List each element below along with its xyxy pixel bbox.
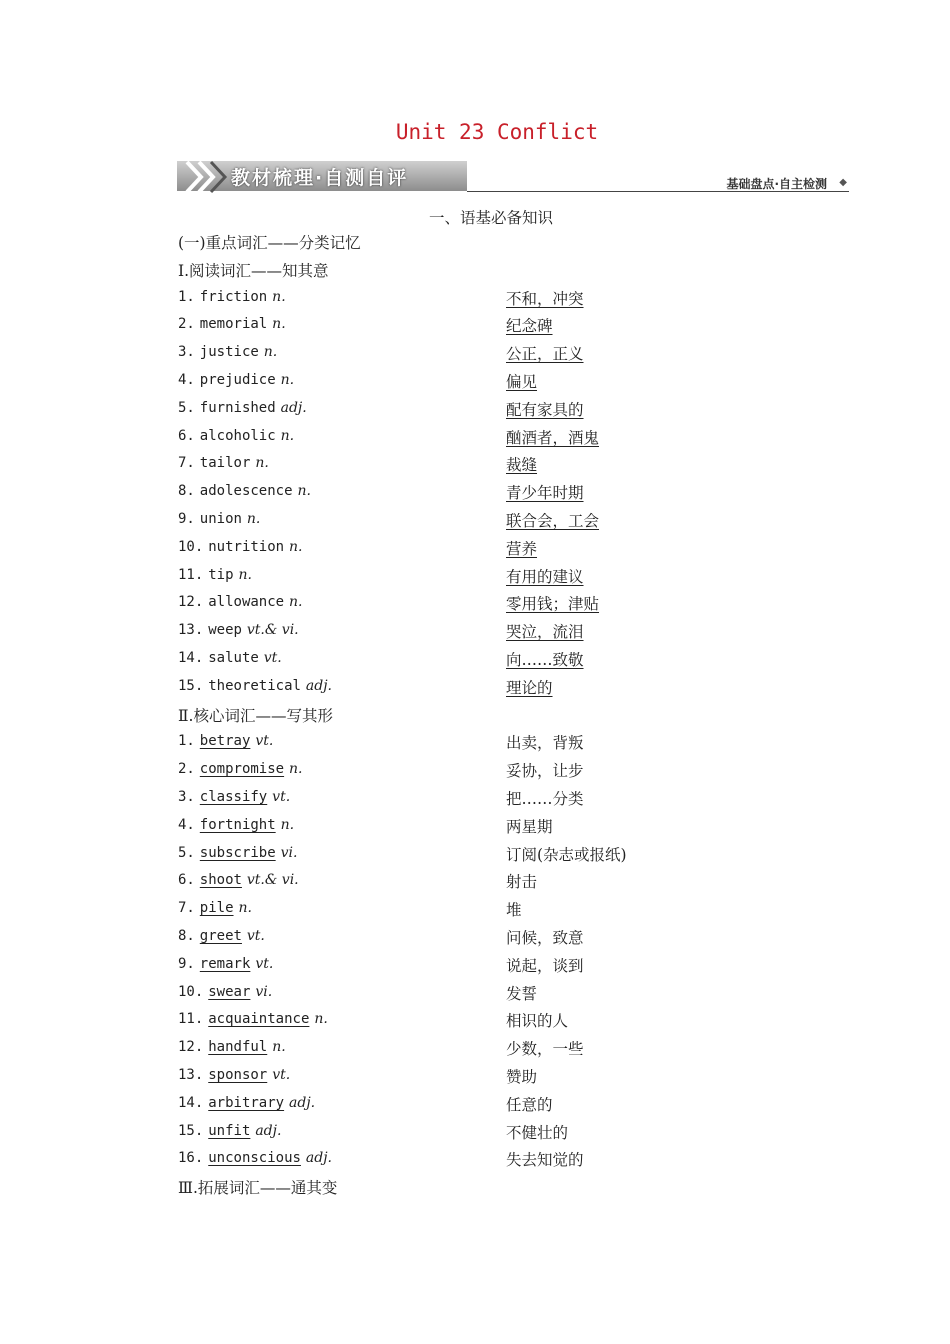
- item-meaning: 相识的人: [506, 1012, 569, 1031]
- item-part-of-speech: vt.: [263, 650, 282, 666]
- item-meaning: 不健壮的: [506, 1123, 569, 1142]
- item-number: 12.: [178, 1039, 204, 1056]
- vocab-item: [178, 731, 273, 749]
- item-meaning: 失去知觉的: [506, 1151, 584, 1170]
- item-word: arbitrary: [208, 1094, 285, 1111]
- item-meaning: 赞助: [506, 1068, 538, 1086]
- item-meaning: 妥协，让步: [506, 762, 584, 781]
- item-part-of-speech: n.: [246, 511, 261, 527]
- vocab-item: [178, 592, 303, 610]
- vocab-item: [178, 398, 307, 416]
- item-meaning: 堆: [506, 901, 522, 920]
- item-number: 4.: [178, 816, 195, 833]
- item-number: 11.: [178, 1011, 204, 1028]
- item-number: 15.: [178, 1122, 204, 1139]
- item-meaning: 理论的: [506, 678, 553, 697]
- vocab-item: [178, 1065, 290, 1083]
- item-part-of-speech: n.: [280, 816, 295, 833]
- item-part-of-speech: n.: [289, 594, 303, 611]
- item-part-of-speech: n.: [238, 900, 252, 917]
- item-number: 15.: [178, 677, 204, 694]
- item-word: prejudice: [199, 372, 276, 388]
- part2-heading: Ⅱ.核心词汇——写其形: [178, 706, 333, 725]
- vocab-item: [178, 1093, 315, 1111]
- vocab-item: [178, 982, 272, 1000]
- item-meaning: 酗酒者，酒鬼: [506, 428, 600, 447]
- diamond-icon: ◆: [839, 177, 847, 188]
- item-meaning: 有用的建议: [506, 567, 584, 586]
- item-part-of-speech: n.: [289, 538, 303, 555]
- item-meaning: 任意的: [506, 1095, 553, 1114]
- item-meaning: 裁缝: [506, 456, 538, 475]
- vocab-item: [178, 648, 282, 666]
- item-part-of-speech: n.: [280, 372, 295, 388]
- item-part-of-speech: n.: [297, 483, 311, 500]
- item-part-of-speech: vi.: [255, 983, 273, 1000]
- item-word: theoretical: [208, 677, 301, 694]
- vocab-item: [178, 1037, 286, 1055]
- item-meaning: 偏见: [506, 373, 538, 391]
- item-word: handful: [208, 1039, 268, 1056]
- item-number: 14.: [178, 1094, 204, 1111]
- vocab-item: [178, 1148, 332, 1166]
- item-word: adolescence: [199, 483, 293, 500]
- item-meaning: 纪念碑: [506, 317, 553, 336]
- item-number: 12.: [178, 594, 204, 611]
- subsection-heading: (一)重点词汇——分类记忆: [178, 234, 361, 252]
- banner-left-label: 教材梳理·自测自评: [231, 167, 409, 189]
- item-number: 6.: [178, 872, 195, 889]
- item-part-of-speech: n.: [272, 288, 286, 305]
- item-number: 2.: [178, 761, 195, 778]
- item-word: nutrition: [208, 538, 285, 555]
- vocab-item: [178, 954, 273, 972]
- item-word: betray: [199, 733, 251, 750]
- item-word: allowance: [208, 594, 285, 611]
- vocab-item: [178, 787, 290, 805]
- item-word: alcoholic: [199, 427, 276, 444]
- vocab-item: [178, 1121, 281, 1139]
- item-meaning: 联合会，工会: [506, 512, 600, 530]
- vocab-item: [178, 759, 303, 777]
- item-word: acquaintance: [208, 1011, 310, 1028]
- item-word: union: [199, 511, 242, 527]
- item-meaning: 青少年时期: [506, 484, 584, 503]
- item-word: justice: [199, 344, 259, 361]
- item-word: subscribe: [199, 844, 276, 861]
- vocab-item: [178, 620, 299, 638]
- item-part-of-speech: n.: [272, 316, 286, 333]
- item-meaning: 射击: [506, 873, 538, 892]
- item-word: pile: [199, 900, 234, 917]
- item-meaning: 把……分类: [506, 790, 584, 808]
- item-meaning: 不和，冲突: [506, 289, 584, 308]
- vocab-item: [178, 1009, 328, 1027]
- item-part-of-speech: n.: [255, 455, 269, 472]
- item-number: 6.: [178, 427, 195, 444]
- item-word: weep: [208, 622, 242, 639]
- item-number: 4.: [178, 372, 195, 388]
- vocab-item: [178, 481, 311, 499]
- item-meaning: 零用钱；津贴: [506, 595, 600, 614]
- vocab-item: [178, 342, 277, 360]
- item-word: tailor: [199, 455, 251, 472]
- chevron-arrows-icon: [183, 160, 231, 194]
- vocab-item: [178, 843, 297, 861]
- vocab-item: [178, 676, 332, 694]
- item-part-of-speech: adj.: [305, 1150, 332, 1167]
- item-number: 3.: [178, 789, 195, 805]
- item-word: memorial: [199, 316, 268, 333]
- item-number: 3.: [178, 344, 195, 361]
- item-word: sponsor: [208, 1067, 268, 1083]
- item-word: salute: [208, 650, 259, 666]
- item-number: 16.: [178, 1150, 204, 1167]
- section-heading: 一、语基必备知识: [428, 209, 553, 227]
- item-meaning: 少数，一些: [506, 1040, 584, 1059]
- item-meaning: 说起，谈到: [506, 956, 584, 975]
- item-part-of-speech: vt.: [272, 1067, 291, 1083]
- item-meaning: 两星期: [506, 817, 553, 836]
- item-meaning: 订阅(杂志或报纸): [506, 845, 627, 864]
- item-part-of-speech: adj.: [255, 1122, 282, 1139]
- item-meaning: 问候，致意: [506, 929, 584, 947]
- item-number: 2.: [178, 316, 195, 333]
- item-part-of-speech: vt.& vi.: [246, 622, 299, 639]
- item-number: 8.: [178, 483, 195, 500]
- item-meaning: 出卖，背叛: [506, 734, 584, 753]
- item-part-of-speech: vt.: [246, 928, 265, 944]
- item-number: 11.: [178, 566, 204, 583]
- item-number: 13.: [178, 622, 204, 639]
- item-word: swear: [208, 983, 251, 1000]
- item-word: classify: [199, 789, 268, 805]
- item-meaning: 营养: [506, 539, 538, 558]
- item-word: remark: [199, 955, 251, 972]
- item-word: unfit: [208, 1122, 251, 1139]
- item-part-of-speech: n.: [238, 566, 252, 583]
- vocab-item: [178, 565, 252, 583]
- item-part-of-speech: adj.: [289, 1094, 316, 1111]
- item-word: tip: [208, 566, 234, 583]
- item-number: 10.: [178, 983, 204, 1000]
- vocab-item: [178, 370, 294, 388]
- item-meaning: 发誓: [506, 984, 538, 1003]
- part1-heading: Ⅰ.阅读词汇——知其意: [178, 261, 329, 280]
- item-number: 9.: [178, 955, 195, 972]
- item-meaning: 配有家具的: [506, 400, 584, 419]
- item-part-of-speech: vt.: [255, 733, 274, 750]
- vocab-item: [178, 870, 299, 888]
- item-word: greet: [199, 928, 242, 944]
- vocab-item: [178, 815, 294, 833]
- item-part-of-speech: n.: [289, 761, 303, 778]
- item-number: 5.: [178, 399, 195, 416]
- item-part-of-speech: adj.: [280, 399, 307, 416]
- vocab-item: [178, 314, 286, 332]
- part3-heading: Ⅲ.拓展词汇——通其变: [178, 1179, 338, 1198]
- item-part-of-speech: vi.: [280, 844, 298, 861]
- item-meaning: 哭泣，流泪: [506, 623, 584, 642]
- item-number: 5.: [178, 844, 195, 861]
- item-part-of-speech: n.: [314, 1011, 328, 1028]
- item-number: 7.: [178, 455, 195, 472]
- item-part-of-speech: n.: [280, 427, 295, 444]
- vocab-item: [178, 898, 252, 916]
- item-meaning: 向……致敬: [506, 651, 584, 669]
- page-title: Unit 23 Conflict: [395, 120, 599, 144]
- item-word: fortnight: [199, 816, 276, 833]
- item-number: 7.: [178, 900, 195, 917]
- item-part-of-speech: vt.& vi.: [246, 872, 299, 889]
- item-number: 13.: [178, 1067, 204, 1083]
- item-part-of-speech: n.: [272, 1039, 286, 1056]
- item-number: 14.: [178, 650, 204, 666]
- vocab-item: [178, 453, 269, 471]
- item-word: shoot: [199, 872, 242, 889]
- item-part-of-speech: adj.: [305, 677, 332, 694]
- vocab-item: [178, 287, 286, 305]
- item-meaning: 公正，正义: [506, 345, 584, 364]
- item-part-of-speech: n.: [263, 344, 278, 361]
- item-part-of-speech: vt.: [272, 789, 291, 805]
- vocab-item: [178, 426, 294, 444]
- item-number: 8.: [178, 928, 195, 944]
- item-number: 9.: [178, 511, 195, 527]
- vocab-item: [178, 926, 265, 944]
- banner-right-label: 基础盘点·自主检测: [726, 177, 827, 191]
- section-banner: [177, 156, 849, 196]
- item-number: 1.: [178, 288, 195, 305]
- item-word: furnished: [199, 399, 276, 416]
- vocab-item: [178, 509, 260, 527]
- item-word: friction: [199, 288, 268, 305]
- vocab-item: [178, 537, 303, 555]
- item-number: 10.: [178, 538, 204, 555]
- item-part-of-speech: vt.: [255, 955, 274, 972]
- item-number: 1.: [178, 733, 195, 750]
- item-word: unconscious: [208, 1150, 301, 1167]
- item-word: compromise: [199, 761, 285, 778]
